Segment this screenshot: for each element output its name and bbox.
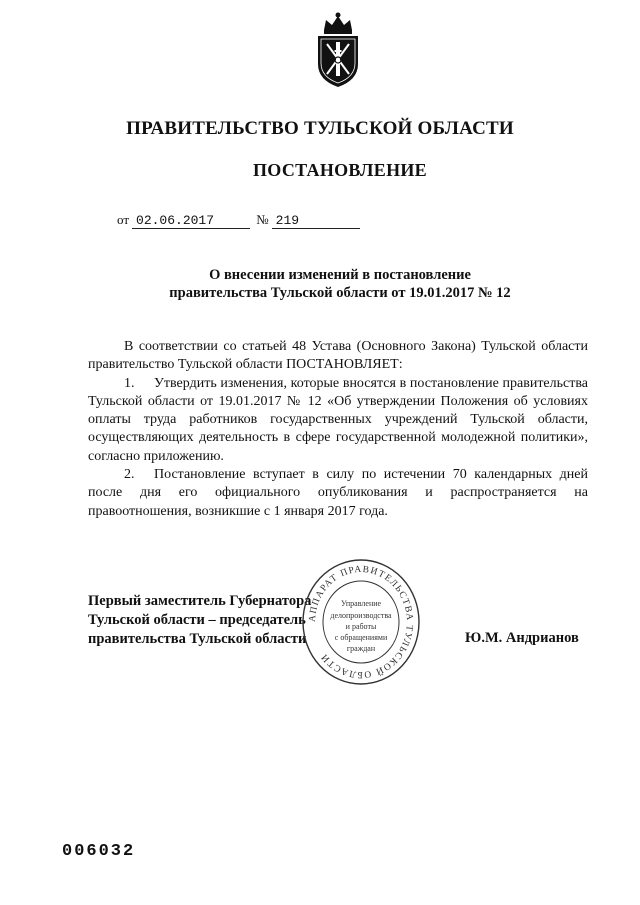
document-body: [88, 338, 588, 521]
signer-name: Ю.М. Андрианов: [465, 630, 579, 646]
signer-position-line-2: Тульской области – председатель: [88, 612, 306, 628]
document-number: 219: [272, 214, 360, 229]
stamp-line-5: граждан: [346, 644, 376, 653]
signer-position-line-3: правительства Тульской области: [88, 631, 307, 647]
signer-position-line-1: Первый заместитель Губернатора: [88, 593, 312, 609]
signer-position: [88, 592, 311, 649]
item-1-paragraph: [88, 375, 588, 466]
item-2-text: Постановление вступает в силу по истечении 70 календарных дней после дня его официального опубликования и распространяется на правоотношения, возникшие с 1 января 2017 года.: [88, 467, 588, 519]
number-label: №: [256, 212, 269, 227]
registration-line: [114, 212, 360, 229]
stamp-line-4: с обращениями: [334, 633, 388, 642]
item-2-paragraph: [88, 466, 588, 521]
document-date: 02.06.2017: [132, 214, 250, 229]
coat-of-arms-emblem: [310, 10, 366, 90]
government-title: ПРАВИТЕЛЬСТВО ТУЛЬСКОЙ ОБЛАСТИ: [126, 118, 514, 139]
subject-line-2: правительства Тульской области от 19.01.2017 № 12: [169, 285, 511, 301]
document-subject: [0, 266, 640, 302]
document-serial-number: 006032: [62, 842, 136, 861]
stamp-line-2: делопроизводства: [330, 611, 392, 620]
stamp-line-1: Управление: [340, 599, 382, 608]
subject-line-1: О внесении изменений в постановление: [209, 267, 471, 283]
document-type-title: ПОСТАНОВЛЕНИЕ: [253, 160, 427, 180]
item-1-number: 1.: [124, 375, 135, 391]
item-2-number: 2.: [124, 467, 135, 483]
preamble-paragraph: В соответствии со статьей 48 Устава (Основного Закона) Тульской области правительство Тульской области ПОСТАНОВЛЯЕТ:: [88, 339, 588, 373]
date-label: от: [117, 212, 130, 227]
official-stamp: [300, 558, 422, 686]
stamp-ring-text: АППАРАТ ПРАВИТЕЛЬСТВА ТУЛЬСКОЙ ОБЛАСТИ: [307, 564, 415, 680]
stamp-line-3: и работы: [345, 622, 377, 631]
item-1-text: Утвердить изменения, которые вносятся в постановление правительства Тульской области от 19.01.2017 № 12 «Об утверждении Положения об условиях оплаты труда работников государственных учреждений Тульской области, осуществляющих деятельность в сфере государственной молодежной политики», согласно приложению.: [88, 375, 588, 464]
